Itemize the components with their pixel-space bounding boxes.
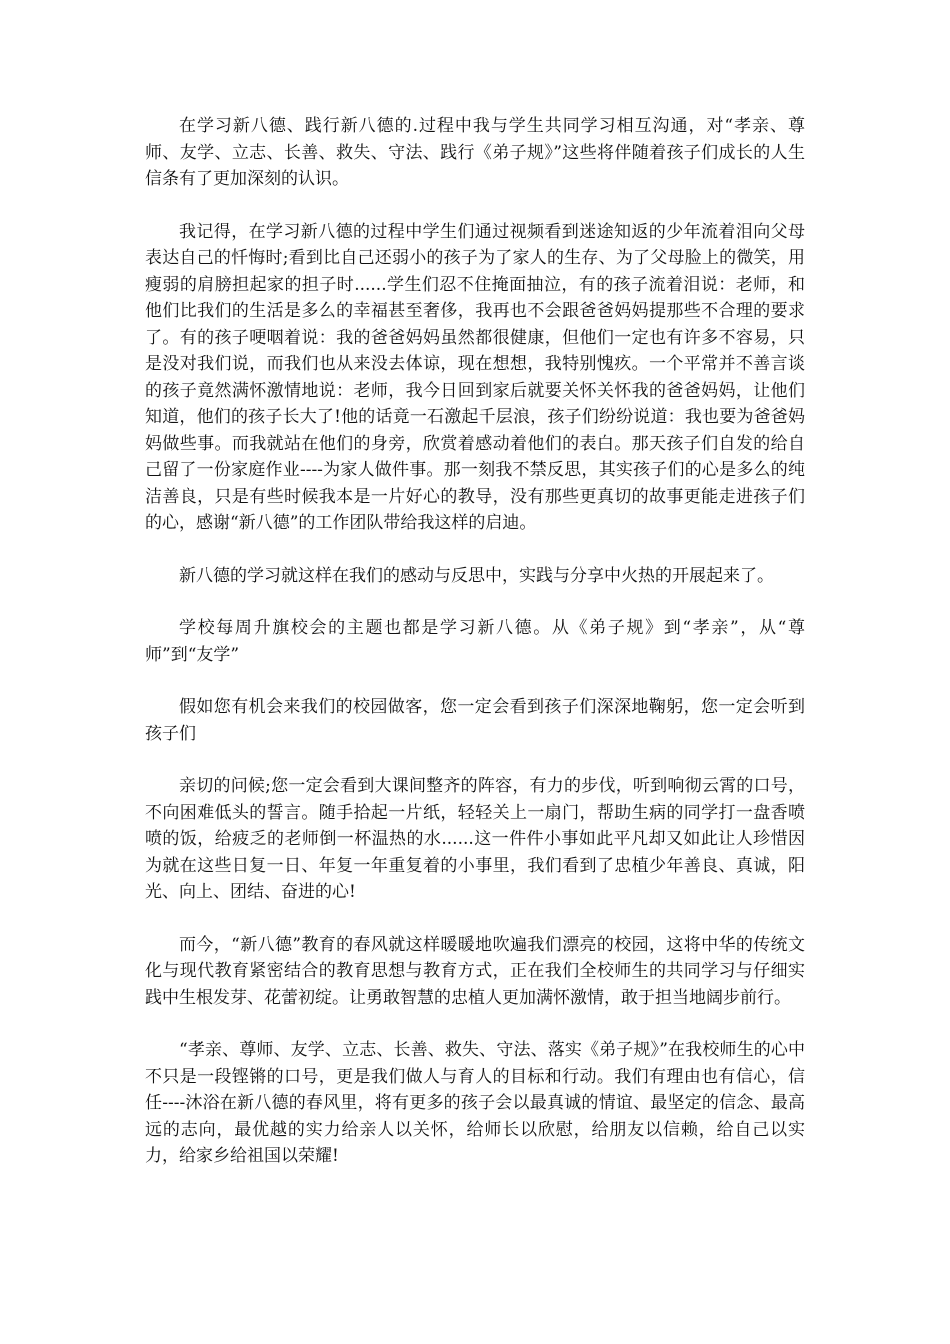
paragraph-5: 假如您有机会来我们的校园做客，您一定会看到孩子们深深地鞠躬，您一定会听到孩子们 — [145, 697, 805, 744]
paragraph-6: 亲切的问候;您一定会看到大课间整齐的阵容，有力的步伐，听到响彻云霄的口号，不向困难低头的誓言。随手拾起一片纸，轻轻关上一扇门，帮助生病的同学打一盘香喷喷的饭，给疲乏的老师倒一杯温热的水......这一件件小事如此平凡却又如此让人珍惜因为就在这些日复一日、年复一年重复着的小事里，我们看到了忠植少年善良、真诚，阳光、向上、团结、奋进的心! — [145, 776, 805, 902]
paragraph-8: “孝亲、尊师、友学、立志、长善、救失、守法、落实《弟子规》”在我校师生的心中不只是一段铿锵的口号，更是我们做人与育人的目标和行动。我们有理由也有信心，信任----沐浴在新八德的春风里，将有更多的孩子会以最真诚的情谊、最坚定的信念、最高远的志向，最优越的实力给亲人以关怀，给师长以欣慰，给朋友以信赖，给自己以实力，给家乡给祖国以荣耀! — [145, 1040, 805, 1166]
paragraph-4: 学校每周升旗校会的主题也都是学习新八德。从《弟子规》到“孝亲”，从“尊师”到“友学” — [145, 618, 805, 665]
paragraph-1: 在学习新八德、践行新八德的.过程中我与学生共同学习相互沟通，对“孝亲、尊师、友学、立志、长善、救失、守法、践行《弟子规》”这些将伴随着孩子们成长的人生信条有了更加深刻的认识。 — [145, 116, 805, 189]
document-body — [145, 113, 805, 1196]
paragraph-3: 新八德的学习就这样在我们的感动与反思中，实践与分享中火热的开展起来了。 — [179, 565, 774, 586]
paragraph-7: 而今，“新八德”教育的春风就这样暖暖地吹遍我们漂亮的校园，这将中华的传统文化与现代教育紧密结合的教育思想与教育方式，正在我们全校师生的共同学习与仔细实践中生根发芽、花蕾初绽。让勇敢智慧的忠植人更加满怀激情，敢于担当地阔步前行。 — [145, 934, 805, 1008]
paragraph-2: 我记得，在学习新八德的过程中学生们通过视频看到迷途知返的少年流着泪向父母表达自己的忏悔时;看到比自己还弱小的孩子为了家人的生存、为了父母脸上的微笑，用瘦弱的肩膀担起家的担子时......学生们忍不住掩面抽泣，有的孩子流着泪说：老师，和他们比我们的生活是多么的幸福甚至奢侈，我再也不会跟爸爸妈妈提那些不合理的要求了。有的孩子哽咽着说：我的爸爸妈妈虽然都很健康，但他们一定也有许多不容易，只是没对我们说，而我们也从来没去体谅，现在想想，我特别愧疚。一个平常并不善言谈的孩子竟然满怀激情地说：老师，我今日回到家后就要关怀关怀我的爸爸妈妈，让他们知道，他们的孩子长大了!他的话竟一石激起千层浪，孩子们纷纷说道：我也要为爸爸妈妈做些事。而我就站在他们的身旁，欣赏着感动着他们的表白。那天孩子们自发的给自己留了一份家庭作业----为家人做件事。那一刻我不禁反思，其实孩子们的心是多么的纯洁善良，只是有些时候我本是一片好心的教导，没有那些更真切的故事更能走进孩子们的心，感谢“新八德”的工作团队带给我这样的启迪。 — [145, 221, 805, 533]
